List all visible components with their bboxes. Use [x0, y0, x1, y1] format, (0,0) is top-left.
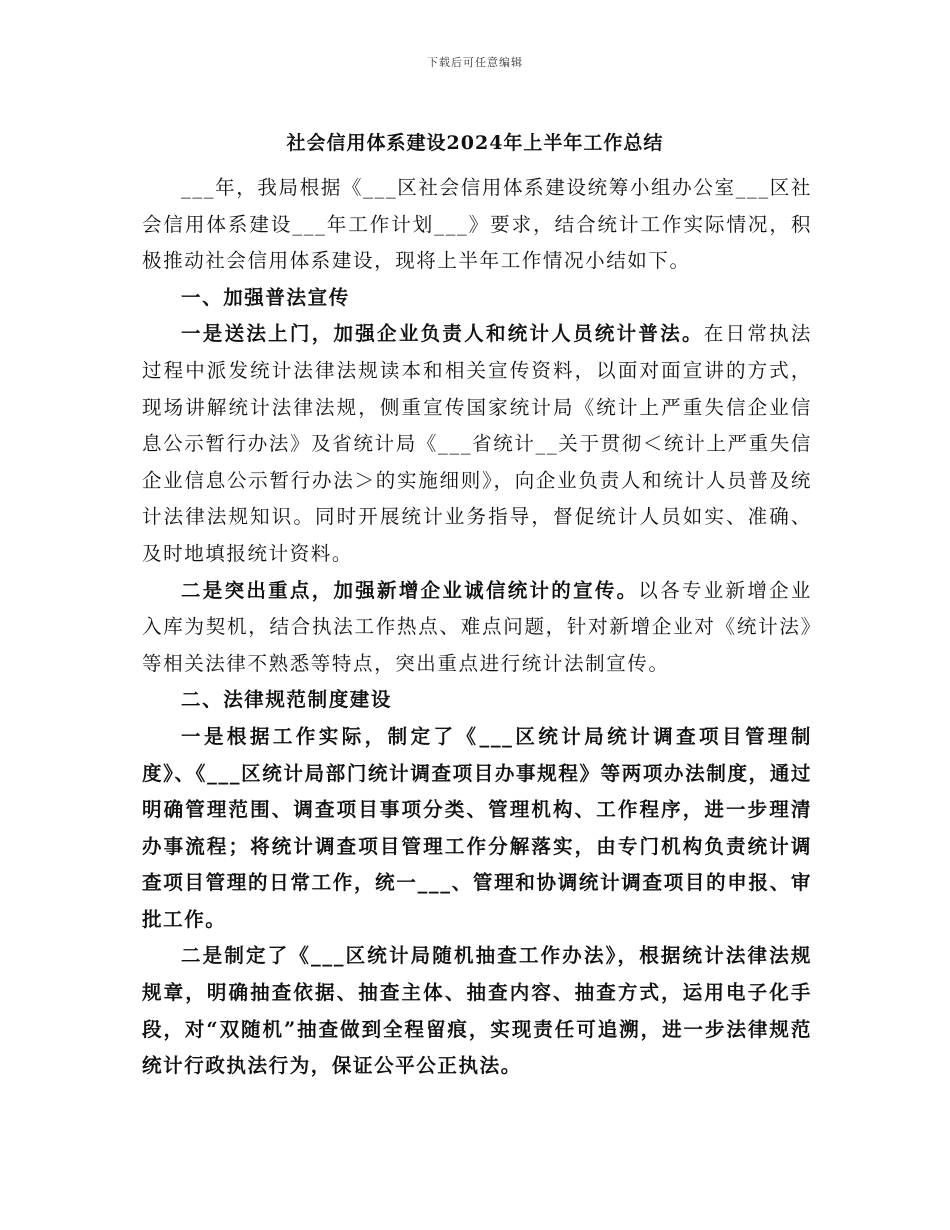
- intro-paragraph: ___年，我局根据《___区社会信用体系建设统筹小组办公室___区社会信用体系建设___年工作计划___》要求，结合统计工作实际情况，积极推动社会信用体系建设，现将上半年工作情况小结如下。: [142, 176, 812, 273]
- section1-paragraph1-lead: 一是送法上门，加强企业负责人和统计人员统计普法。: [181, 322, 704, 346]
- section1-paragraph1: [142, 316, 812, 572]
- section1-paragraph2: [142, 573, 812, 683]
- section1-heading: 一、加强普法宣传: [181, 285, 350, 309]
- section2-paragraph2: 二是制定了《___区统计局随机抽查工作办法》，根据统计法律法规规章，明确抽查依据、抽查主体、抽查内容、抽查方式，运用电子化手段，对“双随机”抽查做到全程留痕，实现责任可追溯，进一步法律规范统计行政执法行为，保证公平公正执法。: [142, 944, 812, 1078]
- section1-paragraph2-body: 以各专业新增企业入库为契机，结合执法工作热点、难点问题，针对新增企业对《统计法》等相关法律不熟悉等特点，突出重点进行统计法制宣传。: [142, 578, 812, 675]
- document-body: [142, 170, 812, 1085]
- header-note: 下载后可任意编辑: [427, 56, 523, 69]
- section2-paragraph1: 一是根据工作实际，制定了《___区统计局统计调查项目管理制度》、《___区统计局部门统计调查项目办事规程》等两项办法制度，通过明确管理范围、调查项目事项分类、管理机构、工作程序，进一步理清办事流程；将统计调查项目管理工作分解落实，由专门机构负责统计调查项目管理的日常工作，统一___、管理和协调统计调查项目的申报、审批工作。: [142, 724, 812, 931]
- section1-paragraph2-lead: 二是突出重点，加强新增企业诚信统计的宣传。: [181, 578, 639, 602]
- section2-heading: 二、法律规范制度建设: [181, 688, 393, 712]
- document-title: 社会信用体系建设2024年上半年工作总结: [286, 132, 664, 154]
- section1-paragraph1-body: 在日常执法过程中派发统计法律法规读本和相关宣传资料，以面对面宣讲的方式，现场讲解统计法律法规，侧重宣传国家统计局《统计上严重失信企业信息公示暂行办法》及省统计局《___省统计__关于贯彻＜统计上严重失信企业信息公示暂行办法＞的实施细则》，向企业负责人和统计人员普及统计法律法规知识。同时开展统计业务指导，督促统计人员如实、准确、及时地填报统计资料。: [142, 322, 812, 565]
